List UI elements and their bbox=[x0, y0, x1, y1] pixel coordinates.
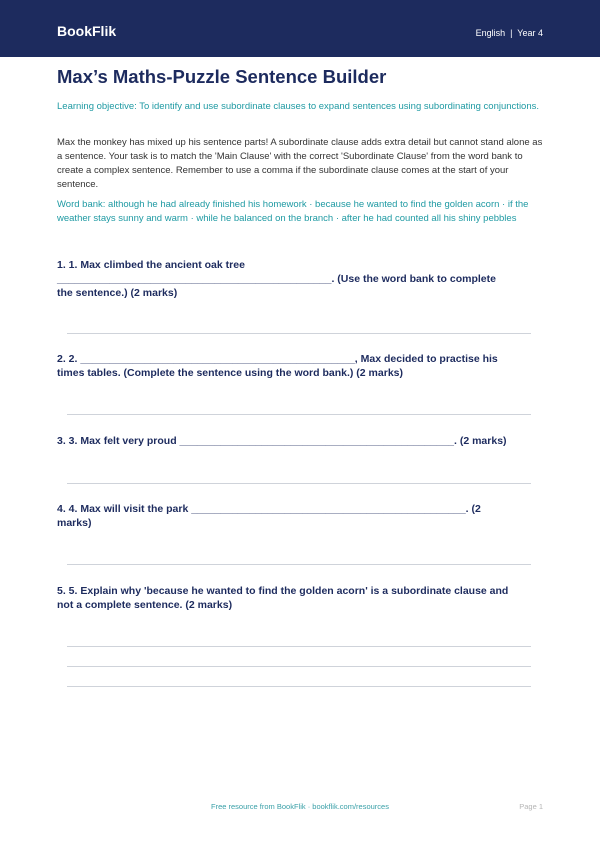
answer-line[interactable] bbox=[67, 333, 531, 334]
answer-line[interactable] bbox=[67, 414, 531, 415]
worksheet-title: Max’s Maths-Puzzle Sentence Builder bbox=[57, 66, 387, 87]
question-5-line-1: 5. 5. Explain why 'because he wanted to find the golden acorn' is a subordinate clause and bbox=[57, 585, 509, 597]
page-header bbox=[0, 0, 600, 57]
question-2-line-1: 2. 2. _______________________________________________, Max decided to practise his bbox=[57, 353, 498, 365]
page-number: Page 1 bbox=[519, 802, 543, 811]
question-1-line-2: _______________________________________________. (Use the word bank to complete bbox=[57, 273, 496, 285]
instructions-text: Max the monkey has mixed up his sentence parts! A subordinate clause adds extra detail but cannot stand alone as a sentence. Your task is to match the 'Main Clause' with the correct 'Subordinate Clause' from the word bank to create a complex sentence. Remember to use a comma if the subordinate clause comes at the start of your sentence. bbox=[57, 137, 543, 190]
question-2-line-2: times tables. (Complete the sentence using the word bank.) (2 marks) bbox=[57, 367, 403, 379]
question-4 bbox=[57, 502, 481, 530]
subject-year-label: English | Year 4 bbox=[475, 28, 543, 38]
question-1-line-3: the sentence.) (2 marks) bbox=[57, 287, 178, 299]
question-1-line-1: 1. 1. Max climbed the ancient oak tree bbox=[57, 259, 245, 271]
answer-line[interactable] bbox=[67, 483, 531, 484]
word-bank: Word bank: although he had already finished his homework · because he wanted to find the golden acorn · if the weather stays sunny and warm · while he balanced on the branch · after he had counted all his shiny pebbles bbox=[57, 199, 529, 224]
footer-credit: Free resource from BookFlik · bookflik.com/resources bbox=[211, 802, 389, 811]
question-5 bbox=[57, 584, 508, 612]
learning-objective: Learning objective: To identify and use subordinate clauses to expand sentences using subordinating conjunctions. bbox=[57, 101, 540, 112]
question-2 bbox=[57, 352, 498, 380]
answer-line[interactable] bbox=[67, 686, 531, 687]
question-1 bbox=[57, 258, 496, 300]
question-5-line-2: not a complete sentence. (2 marks) bbox=[57, 599, 233, 611]
answer-line[interactable] bbox=[67, 646, 531, 647]
brand-logo: BookFlik bbox=[57, 23, 117, 39]
question-4-line-2: marks) bbox=[57, 517, 92, 529]
question-3-line-1: 3. 3. Max felt very proud _______________________________________________. (2 marks) bbox=[57, 435, 507, 447]
question-3 bbox=[57, 434, 507, 448]
answer-line[interactable] bbox=[67, 564, 531, 565]
question-4-line-1: 4. 4. Max will visit the park _______________________________________________. (2 bbox=[57, 503, 481, 515]
answer-line[interactable] bbox=[67, 666, 531, 667]
